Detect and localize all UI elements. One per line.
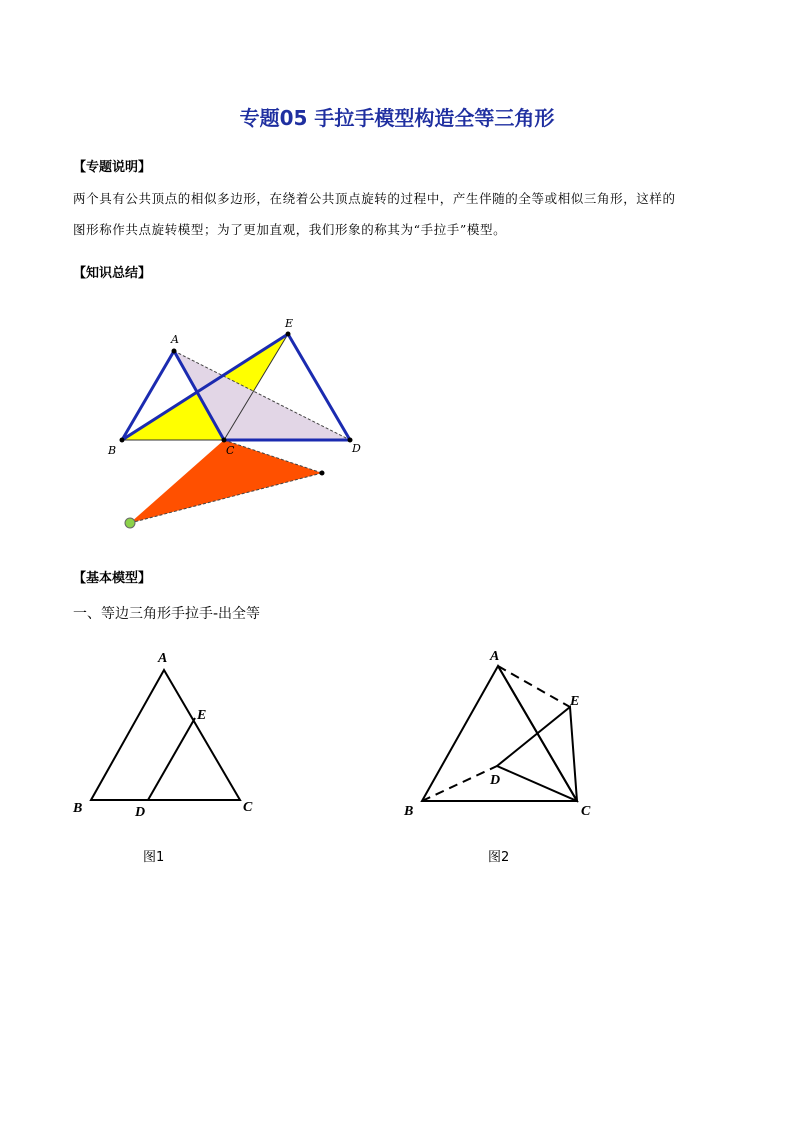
fig2-dashed-ae — [498, 666, 570, 707]
fig2-edge-ac — [498, 666, 580, 801]
intro-paragraph — [73, 183, 733, 245]
point-c — [222, 438, 227, 443]
fig2-triangle-dec — [497, 707, 577, 801]
fig2-label-c: C — [581, 804, 591, 819]
intro-line-2: 图形称作共点旋转模型；为了更加直观，我们形象的称其为“手拉手”模型。 — [73, 222, 507, 237]
point-a — [172, 349, 177, 354]
fig1-label-a: A — [158, 651, 168, 666]
fig1-label-b: B — [73, 801, 83, 816]
model-subtitle: 一、等边三角形手拉手-出全等 — [73, 606, 261, 622]
rotation-handle[interactable] — [125, 518, 135, 528]
fig2-caption: 图2 — [488, 850, 510, 865]
figure-2 — [400, 645, 600, 825]
fig1-triangle-abc — [91, 670, 240, 800]
section-heading-intro: 【专题说明】 — [73, 160, 152, 175]
intro-line-1: 两个具有公共顶点的相似多边形，在绕着公共顶点旋转的过程中，产生伴随的全等或相似三角形，这样的 — [73, 191, 676, 206]
point-e — [286, 332, 291, 337]
label-b: B — [108, 444, 117, 457]
fig2-label-e: E — [570, 694, 580, 709]
fig1-label-d: D — [135, 805, 146, 820]
page-title: 专题05 手拉手模型构造全等三角形 — [239, 106, 555, 130]
figure-1 — [70, 645, 270, 825]
point-b — [120, 438, 125, 443]
fig2-label-b: B — [404, 804, 414, 819]
fig2-dashed-bd — [422, 766, 497, 801]
fig1-label-e: E — [197, 708, 207, 723]
label-d: D — [352, 442, 361, 455]
section-heading-summary: 【知识总结】 — [73, 266, 152, 281]
label-a: A — [171, 333, 179, 346]
label-c: C — [226, 444, 235, 457]
fig1-edge-de — [148, 718, 195, 800]
point-rotated — [320, 471, 325, 476]
fig1-caption: 图1 — [143, 850, 165, 865]
section-heading-basic: 【基本模型】 — [73, 571, 152, 586]
label-e: E — [285, 317, 294, 330]
fig2-label-d: D — [490, 773, 501, 788]
fig2-label-a: A — [490, 649, 500, 664]
fig1-label-c: C — [243, 800, 253, 815]
summary-figure — [100, 300, 370, 535]
